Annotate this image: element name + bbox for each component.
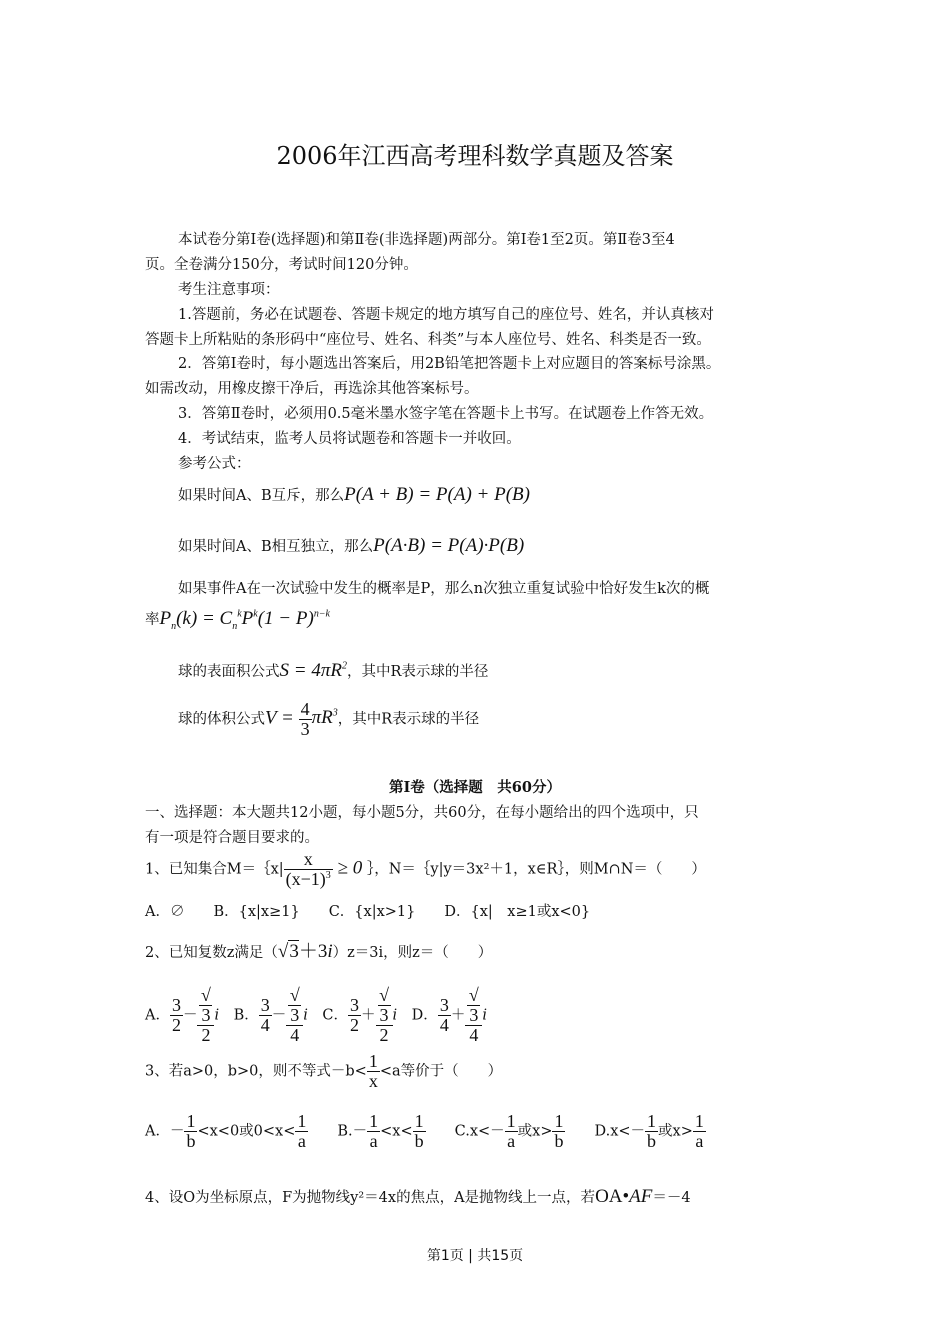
notice-1b: 答题卡上所粘贴的条形码中“座位号、姓名、科类”与本人座位号、姓名、科类是否一致。: [145, 332, 711, 348]
q2-stem-a: 2、已知复数z满足（: [145, 945, 278, 961]
question-4: 4、设O为坐标原点，F为抛物线y²＝4x的焦点，A是抛物线上一点，若OA•AF＝－4: [145, 1186, 691, 1207]
formula-mutually-exclusive: [178, 484, 530, 506]
formula-4-suffix: ，其中R表示球的半径: [346, 664, 489, 680]
q1-stem-b: ｝，N＝｛y|y＝3x²＋1，x∈R｝，则M∩N＝（ ）: [366, 861, 706, 878]
notice-4: 4．考试结束，监考人员将试题卷和答题卡一并收回。: [178, 431, 521, 447]
question-3: 3、若a>0，b>0，则不等式－b< $\frac{1}{x}$ <a等价于（ ）: [145, 1051, 503, 1091]
q1-options: A．∅ B．{x|x≥1} C．{x|x>1} D．{x| x≥1或x<0}: [145, 904, 591, 920]
formula-5-label: 球的体积公式: [178, 711, 265, 728]
formula-binomial: 率$P_n(k) = C_n^kP^k(1 - P)^{n-k}$: [145, 608, 330, 632]
reference-heading: 参考公式：: [178, 456, 251, 472]
intro-line-1: 本试卷分第Ⅰ卷(选择题)和第Ⅱ卷(非选择题)两部分。第Ⅰ卷1至2页。第Ⅱ卷3至4: [178, 232, 675, 248]
intro-line-2: 页。全卷满分150分，考试时间120分钟。: [145, 257, 418, 273]
q3-options: A．－ $\frac{1}{b}$ <x<0或0<x< $\frac{1}{a}$ B.－ $\frac{1}{a}$ <x< $\frac{1}{b}$ C.x<－ $\frac{1}{a}$ 或x> $\frac{1}{b}$ D.x<－ $\frac{1}{b}$ 或x> $\frac{1}{a}$: [145, 1111, 704, 1151]
q2-options: A． $\frac{3}{2}$ － √ 3 2 i B． $\frac{3}{4}$ － √ 3 4 i C． $\frac{3}{2}$ ＋ √ 3 2 i D． $\frac{3}{4}$ ＋ √ 3 4 i: [145, 985, 487, 1045]
formula-2-math: P(A·B) = P(A)·P(B): [373, 535, 525, 556]
notice-2a: 2．答第Ⅰ卷时，每小题选出答案后，用2B铅笔把答题卡上对应题目的答案标号涂黑。: [178, 356, 721, 372]
section-desc-2: 有一项是符合题目要求的。: [145, 830, 319, 846]
question-1: 1、已知集合M＝｛x| $\frac{x}{(x-1)^3}$ ≥ 0 ｝，N＝｛y|y＝3x²＋1，x∈R｝，则M∩N＝（ ）: [145, 849, 706, 889]
formula-1-label: 如果时间A、B互斥，那么: [178, 488, 345, 504]
q4-stem: 4、设O为坐标原点，F为抛物线y²＝4x的焦点，A是抛物线上一点，若: [145, 1190, 596, 1206]
q3-stem-a: 3、若a>0，b>0，则不等式－b<: [145, 1063, 367, 1080]
section-desc-1: 一、选择题：本大题共12小题，每小题5分，共60分，在每小题给出的四个选项中，只: [145, 805, 699, 821]
notice-heading: 考生注意事项：: [178, 282, 280, 298]
page-footer: 第1页 | 共15页: [426, 1248, 524, 1264]
formula-4-label: 球的表面积公式: [178, 664, 280, 680]
q1-stem-a: 1、已知集合M＝｛x|: [145, 861, 284, 878]
formula-2-label: 如果时间A、B相互独立，那么: [178, 539, 374, 555]
page-title: 2006年江西高考理科数学真题及答案: [276, 142, 674, 170]
question-2: 2、已知复数z满足（√3＋3i）z＝3i，则z＝（ ）: [145, 941, 493, 962]
q3-stem-b: <a等价于（ ）: [379, 1063, 503, 1080]
q4-tail: ＝－4: [652, 1190, 691, 1206]
formula-5-suffix: ，其中R表示球的半径: [337, 711, 480, 728]
formula-sphere-area: 球的表面积公式$S = 4\pi R^2$，其中R表示球的半径: [178, 660, 489, 681]
formula-binomial-text: 如果事件A在一次试验中发生的概率是P，那么n次独立重复试验中恰好发生k次的概: [178, 581, 710, 597]
notice-3: 3．答第Ⅱ卷时，必须用0.5毫米墨水签字笔在答题卡上书写。在试题卷上作答无效。: [178, 406, 714, 422]
formula-sphere-volume: 球的体积公式V = $\frac{4}{3}$ $\pi R^3$，其中R表示球的半径: [178, 699, 480, 739]
formula-1-math: P(A + B) = P(A) + P(B): [344, 484, 530, 505]
notice-2b: 如需改动，用橡皮擦干净后，再选涂其他答案标号。: [145, 381, 479, 397]
formula-3-prefix: 率: [145, 612, 160, 628]
formula-independent: [178, 535, 524, 557]
section-heading: 第Ⅰ卷（选择题 共60分）: [389, 779, 561, 796]
q2-stem-b: ）z＝3i，则z＝（ ）: [332, 945, 493, 961]
notice-1a: 1.答题前，务必在试题卷、答题卡规定的地方填写自己的座位号、姓名，并认真核对: [178, 307, 714, 323]
